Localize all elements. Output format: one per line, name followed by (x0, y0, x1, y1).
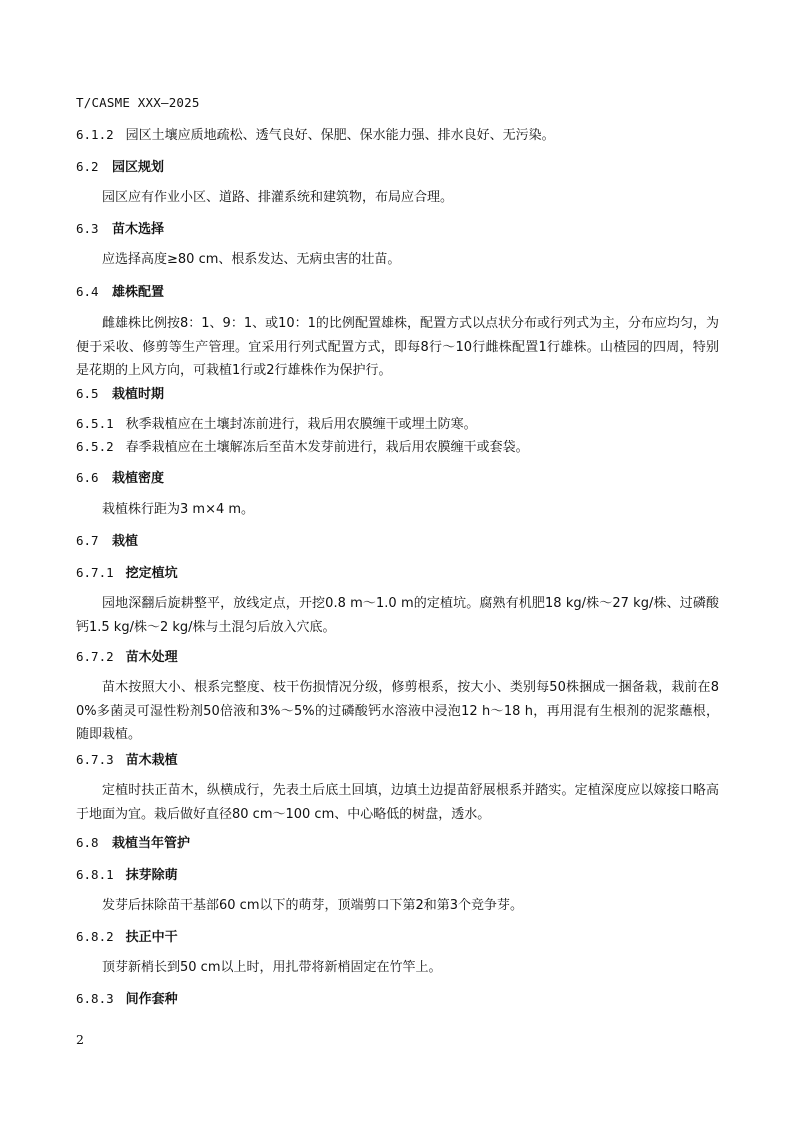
clause-number: 6.5.1 (76, 416, 114, 431)
section-heading-6-8 (76, 832, 719, 855)
clause-6-5-2 (76, 436, 719, 459)
section-body-6-6: 栽植株行距为3 m×4 m。 (102, 502, 255, 517)
subsection-heading-6-7-2 (76, 646, 719, 669)
page-number: 2 (76, 1032, 84, 1047)
subsection-heading-6-8-3 (76, 988, 719, 1011)
section-title: 苗木栽植 (125, 753, 178, 768)
section-title: 栽植当年管护 (112, 836, 191, 851)
section-number: 6.8.1 (76, 867, 114, 882)
section-number: 6.5 (76, 386, 99, 401)
section-title: 苗木处理 (125, 650, 178, 665)
section-heading-6-3 (76, 218, 719, 241)
section-number: 6.7.1 (76, 565, 114, 580)
section-title: 间作套种 (125, 992, 178, 1007)
section-title: 栽植 (112, 534, 139, 549)
section-number: 6.4 (76, 284, 99, 299)
subsection-heading-6-7-1 (76, 562, 719, 585)
section-number: 6.8.3 (76, 991, 114, 1006)
clause-text: 园区土壤应质地疏松、透气良好、保肥、保水能力强、排水良好、无污染。 (125, 128, 555, 143)
clause-6-5-1 (76, 413, 719, 436)
section-body-6-3: 应选择高度≥80 cm、根系发达、无病虫害的壮苗。 (102, 252, 401, 267)
section-title: 抹芽除萌 (125, 868, 178, 883)
section-number: 6.7.3 (76, 752, 114, 767)
section-heading-6-4 (76, 281, 719, 304)
clause-text: 秋季栽植应在土壤封冻前进行，栽后用农膜缠干或埋土防寒。 (125, 417, 477, 432)
section-title: 园区规划 (112, 160, 165, 175)
section-title: 扶正中干 (125, 930, 178, 945)
section-heading-6-2 (76, 156, 719, 179)
section-body-6-2: 园区应有作业小区、道路、排灌系统和建筑物，布局应合理。 (102, 190, 454, 205)
section-number: 6.8.2 (76, 929, 114, 944)
section-title: 雄株配置 (112, 285, 165, 300)
section-number: 6.7 (76, 533, 99, 548)
subsection-heading-6-8-1 (76, 864, 719, 887)
section-number: 6.2 (76, 159, 99, 174)
section-heading-6-5 (76, 383, 719, 406)
section-heading-6-7 (76, 530, 719, 553)
section-body-6-7-3: 定植时扶正苗木，纵横成行，先表土后底土回填，边填土边提苗舒展根系并踏实。定植深度应以嫁接口略高于地面为宜。栽后做好直径80 cm～100 cm、中心略低的树盘，透水。 (76, 783, 719, 822)
section-title: 栽植时期 (112, 387, 165, 402)
section-title: 苗木选择 (112, 222, 165, 237)
section-number: 6.6 (76, 470, 99, 485)
section-title: 栽植密度 (112, 471, 165, 486)
subsection-heading-6-7-3 (76, 749, 719, 772)
clause-6-1-2 (76, 124, 719, 147)
section-body-6-7-2: 苗木按照大小、根系完整度、枝干伤损情况分级，修剪根系，按大小、类别每50株捆成一捆备栽，栽前在80%多菌灵可湿性粉剂50倍液和3%～5%的过磷酸钙水溶液中浸泡12 h～18 h，再用混有生根剂的泥浆蘸根，随即栽植。 (76, 680, 719, 742)
subsection-heading-6-8-2 (76, 926, 719, 949)
section-number: 6.3 (76, 221, 99, 236)
section-body-6-7-1: 园地深翻后旋耕整平，放线定点，开挖0.8 m～1.0 m的定植坑。腐熟有机肥18 kg/株～27 kg/株、过磷酸钙1.5 kg/株～2 kg/株与土混匀后放入穴底。 (76, 596, 719, 635)
section-body-6-8-1: 发芽后抹除苗干基部60 cm以下的萌芽，顶端剪口下第2和第3个竞争芽。 (102, 898, 524, 913)
document-id: T/CASME XXX—2025 (76, 95, 200, 110)
section-number: 6.8 (76, 835, 99, 850)
clause-number: 6.5.2 (76, 439, 114, 454)
section-heading-6-6 (76, 467, 719, 490)
section-title: 挖定植坑 (125, 566, 178, 581)
clause-number: 6.1.2 (76, 127, 114, 142)
section-body-6-4: 雌雄株比例按8：1、9：1、或10：1的比例配置雄株，配置方式以点状分布或行列式为主，分布应均匀，为便于采收、修剪等生产管理。宜采用行列式配置方式，即每8行～10行雌株配置1行雄株。山楂园的四周，特别是花期的上风方向，可栽植1行或2行雄株作为保护行。 (76, 316, 719, 378)
clause-text: 春季栽植应在土壤解冻后至苗木发芽前进行，栽后用农膜缠干或套袋。 (125, 440, 529, 455)
section-body-6-8-2: 顶芽新梢长到50 cm以上时，用扎带将新梢固定在竹竿上。 (102, 960, 442, 975)
section-number: 6.7.2 (76, 649, 114, 664)
